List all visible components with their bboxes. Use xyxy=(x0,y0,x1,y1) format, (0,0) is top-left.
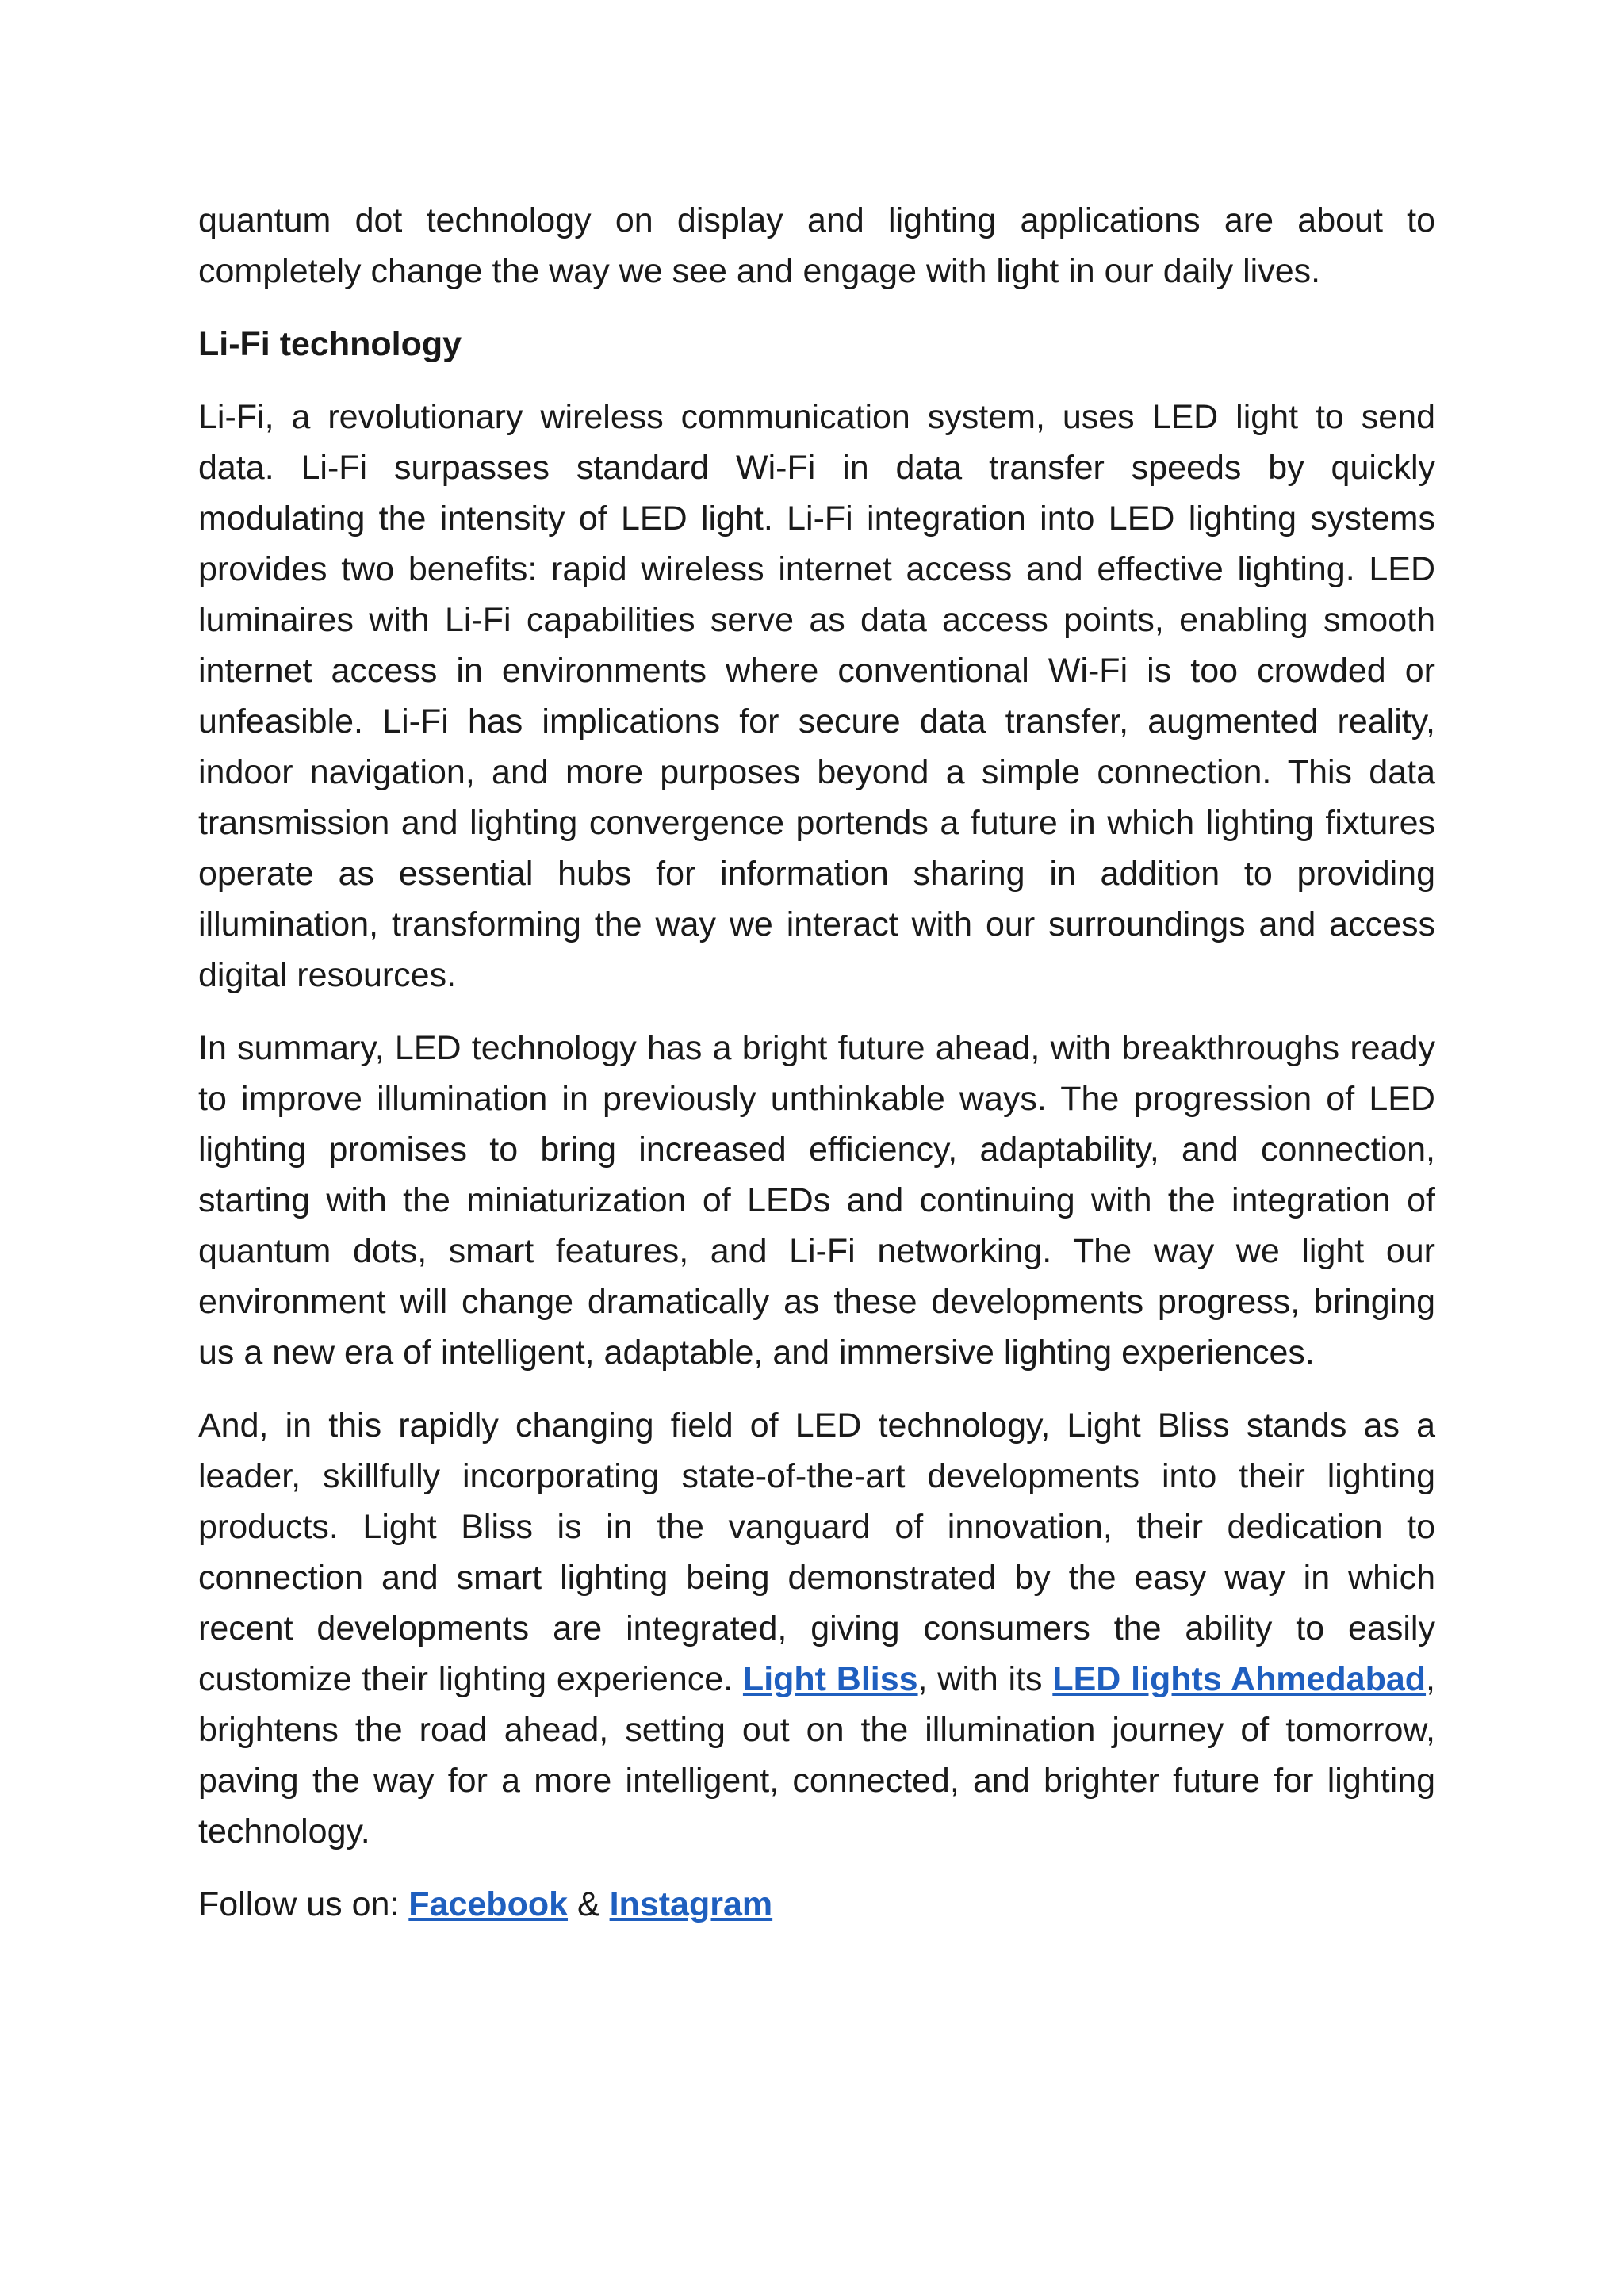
follow-us-line xyxy=(198,1879,1435,1930)
document-page xyxy=(198,195,1435,1952)
lightbliss-text-middle: , with its xyxy=(917,1660,1053,1698)
instagram-link[interactable]: Instagram xyxy=(609,1885,773,1923)
lightbliss-text-before: And, in this rapidly changing field of LED technology, Light Bliss stands as a leader, skillfully incorporating state-of-the-art developments into their lighting products. Light Bliss is in the vanguard of innovation, their dedication to connection and smart lighting being demonstrated by the easy way in which recent developments are integrated, giving consumers the ability to easily customize their lighting experience. xyxy=(198,1406,1435,1698)
summary-paragraph: In summary, LED technology has a bright future ahead, with breakthroughs ready to improve illumination in previously unthinkable ways. The progression of LED lighting promises to bring increased efficiency, adaptability, and connection, starting with the miniaturization of LEDs and continuing with the integration of quantum dots, smart features, and Li-Fi networking. The way we light our environment will change dramatically as these developments progress, bringing us a new era of intelligent, adaptable, and immersive lighting experiences. xyxy=(198,1029,1435,1372)
facebook-link[interactable]: Facebook xyxy=(408,1885,569,1923)
lifi-paragraph: Li-Fi, a revolutionary wireless communication system, uses LED light to send data. Li-Fi surpasses standard Wi-Fi in data transfer speeds by quickly modulating the intensity of LED light. Li-Fi integration into LED lighting systems provides two benefits: rapid wireless internet access and effective lighting. LED luminaires with Li-Fi capabilities serve as data access points, enabling smooth internet access in environments where conventional Wi-Fi is too crowded or unfeasible. Li-Fi has implications for secure data transfer, augmented reality, indoor navigation, and more purposes beyond a simple connection. This data transmission and lighting convergence portends a future in which lighting fixtures operate as essential hubs for information sharing in addition to providing illumination, transforming the way we interact with our surroundings and access digital resources. xyxy=(198,398,1435,994)
lightbliss-text-after: , brightens the road ahead, setting out on the illumination journey of tomorrow, paving the way for a more intelligent, connected, and brighter future for lighting technology. xyxy=(198,1660,1435,1850)
follow-separator: & xyxy=(568,1885,610,1923)
light-bliss-link[interactable]: Light Bliss xyxy=(742,1660,918,1698)
led-lights-ahmedabad-link[interactable]: LED lights Ahmedabad xyxy=(1052,1660,1427,1698)
section-heading-lifi: Li-Fi technology xyxy=(198,325,462,363)
follow-prefix: Follow us on: xyxy=(198,1885,409,1923)
intro-paragraph: quantum dot technology on display and lighting applications are about to completely change the way we see and engage with light in our daily lives. xyxy=(198,201,1435,290)
lightbliss-paragraph xyxy=(198,1400,1435,1857)
